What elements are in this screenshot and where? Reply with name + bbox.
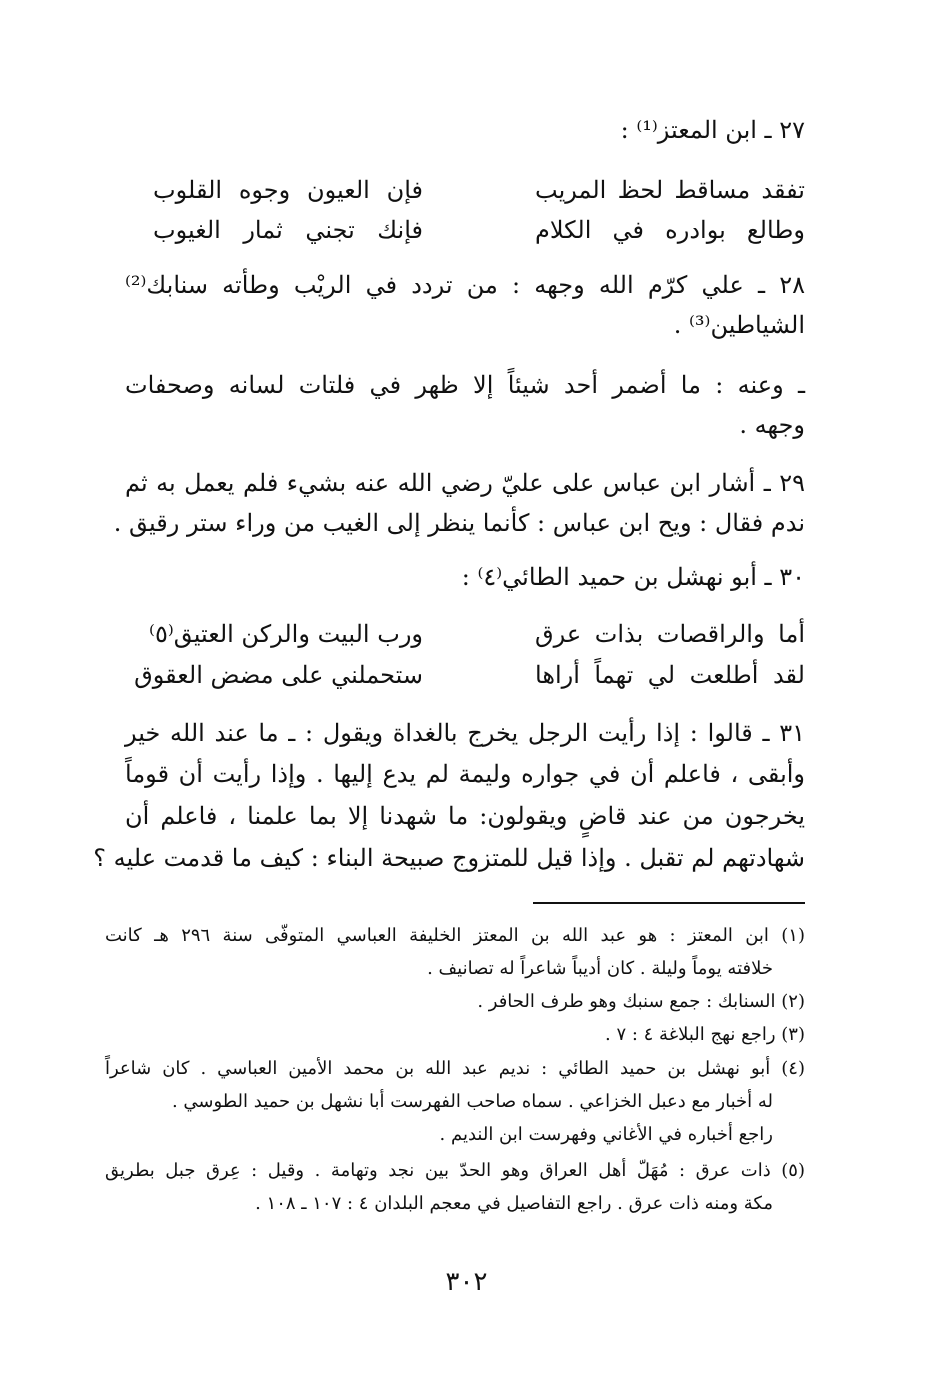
footnote-4-line-3: راجع أخباره في الأغاني وفهرست ابن النديم . [439,1124,773,1145]
entry-31-line-1: ٣١ ـ قالوا : إذا رأيت الرجل يخرج بالغداة ويقول : ـ ما عند الله خير [125,719,805,747]
footnote-4-line-2: له أخبار مع دعبل الخزاعي . سماه صاحب الفهرست أبا نشهل بن حميد الطوسي . [171,1091,773,1112]
entry-31-line-4: شهادتهم لم تقبل . وإذا قيل للمتزوج صبيحة البناء : كيف ما قدمت عليه ؟ [93,844,805,872]
entry-31-line-2: وأبقى ، فاعلم أن في جواره وليمة لم يدع إليها . وإذا رأيت أن قوماً [125,760,805,788]
footnote-5-line-2: مكة ومنه ذات عرق . راجع التفاصيل في معجم البلدان ٤ : ١٠٧ ـ ١٠٨ . [255,1193,773,1214]
verse-2-second-hemistich: فإنك تجني ثمار الغيوب [153,216,423,244]
verse-3-first-hemistich: أما والراقصات بذات عرق [535,620,805,648]
entry-31-line-3: يخرجون من عند قاضٍ ويقولون: ما شهدنا إلا بما علمنا ، فاعلم أن [125,802,805,830]
entry-28-line-2: الشياطين⁽³⁾ . [673,311,805,339]
verse-1-first-hemistich: تفقد مساقط لحظ المريب [535,176,805,204]
footnote-1-line-1: (١) ابن المعتز : هو عبد الله بن المعتز الخليفة العباسي المتوفّى سنة ٢٩٦ هـ كانت [105,925,805,946]
entry-27-heading: ٢٧ ـ ابن المعتز⁽¹⁾ : [620,116,805,144]
footnote-4-line-1: (٤) أبو نهشل بن حميد الطائي : نديم عبد الله بن محمد الأمين العباسي . كان شاعراً [105,1058,805,1079]
footnote-5-line-1: (٥) ذات عرق : مُهَلّ أهل العراق وهو الحدّ بين نجد وتهامة . وقيل : عِرق جبل بطريق [105,1160,805,1181]
footnote-3: (٣) راجع نهج البلاغة ٤ : ٧ . [605,1024,805,1045]
footnote-2: (٢) السنابك : جمع سنبك وهو طرف الحافر . [477,991,805,1012]
entry-28-line-1: ٢٨ ـ علي كرّم الله وجهه : من تردد في الريْب وطأته سنابك⁽²⁾ [125,271,805,299]
footnote-1-line-2: خلافته يوماً وليلة . كان أديباً شاعراً له تصانيف . [427,958,773,979]
entry-30-heading: ٣٠ ـ أبو نهشل بن حميد الطائي⁽٤⁾ : [461,563,805,591]
entry-29-line-1: ٢٩ ـ أشار ابن عباس على عليّ رضي الله عنه بشيء فلم يعمل به ثم [125,469,805,497]
page-number: ٣٠٢ [445,1267,488,1297]
verse-3-second-hemistich: ورب البيت والركن العتيق⁽٥⁾ [149,620,423,648]
verse-1-second-hemistich: فإن العيون وجوه القلوب [153,176,423,204]
verse-4-second-hemistich: ستحملني على مضض العقوق [134,661,423,689]
verse-4-first-hemistich: لقد أطلعت لي تهماً أراها [535,661,805,689]
entry-28-also-line-2: وجهه . [739,411,805,439]
footnote-separator [533,902,805,904]
entry-28-also-line-1: ـ وعنه : ما أضمر أحد شيئاً إلا ظهر في فلتات لسانه وصحفات [125,371,805,399]
entry-29-line-2: ندم فقال : ويح ابن عباس : كأنما ينظر إلى الغيب من وراء ستر رقيق . [113,509,805,537]
verse-2-first-hemistich: وطالع بوادره في الكلام [535,216,805,244]
